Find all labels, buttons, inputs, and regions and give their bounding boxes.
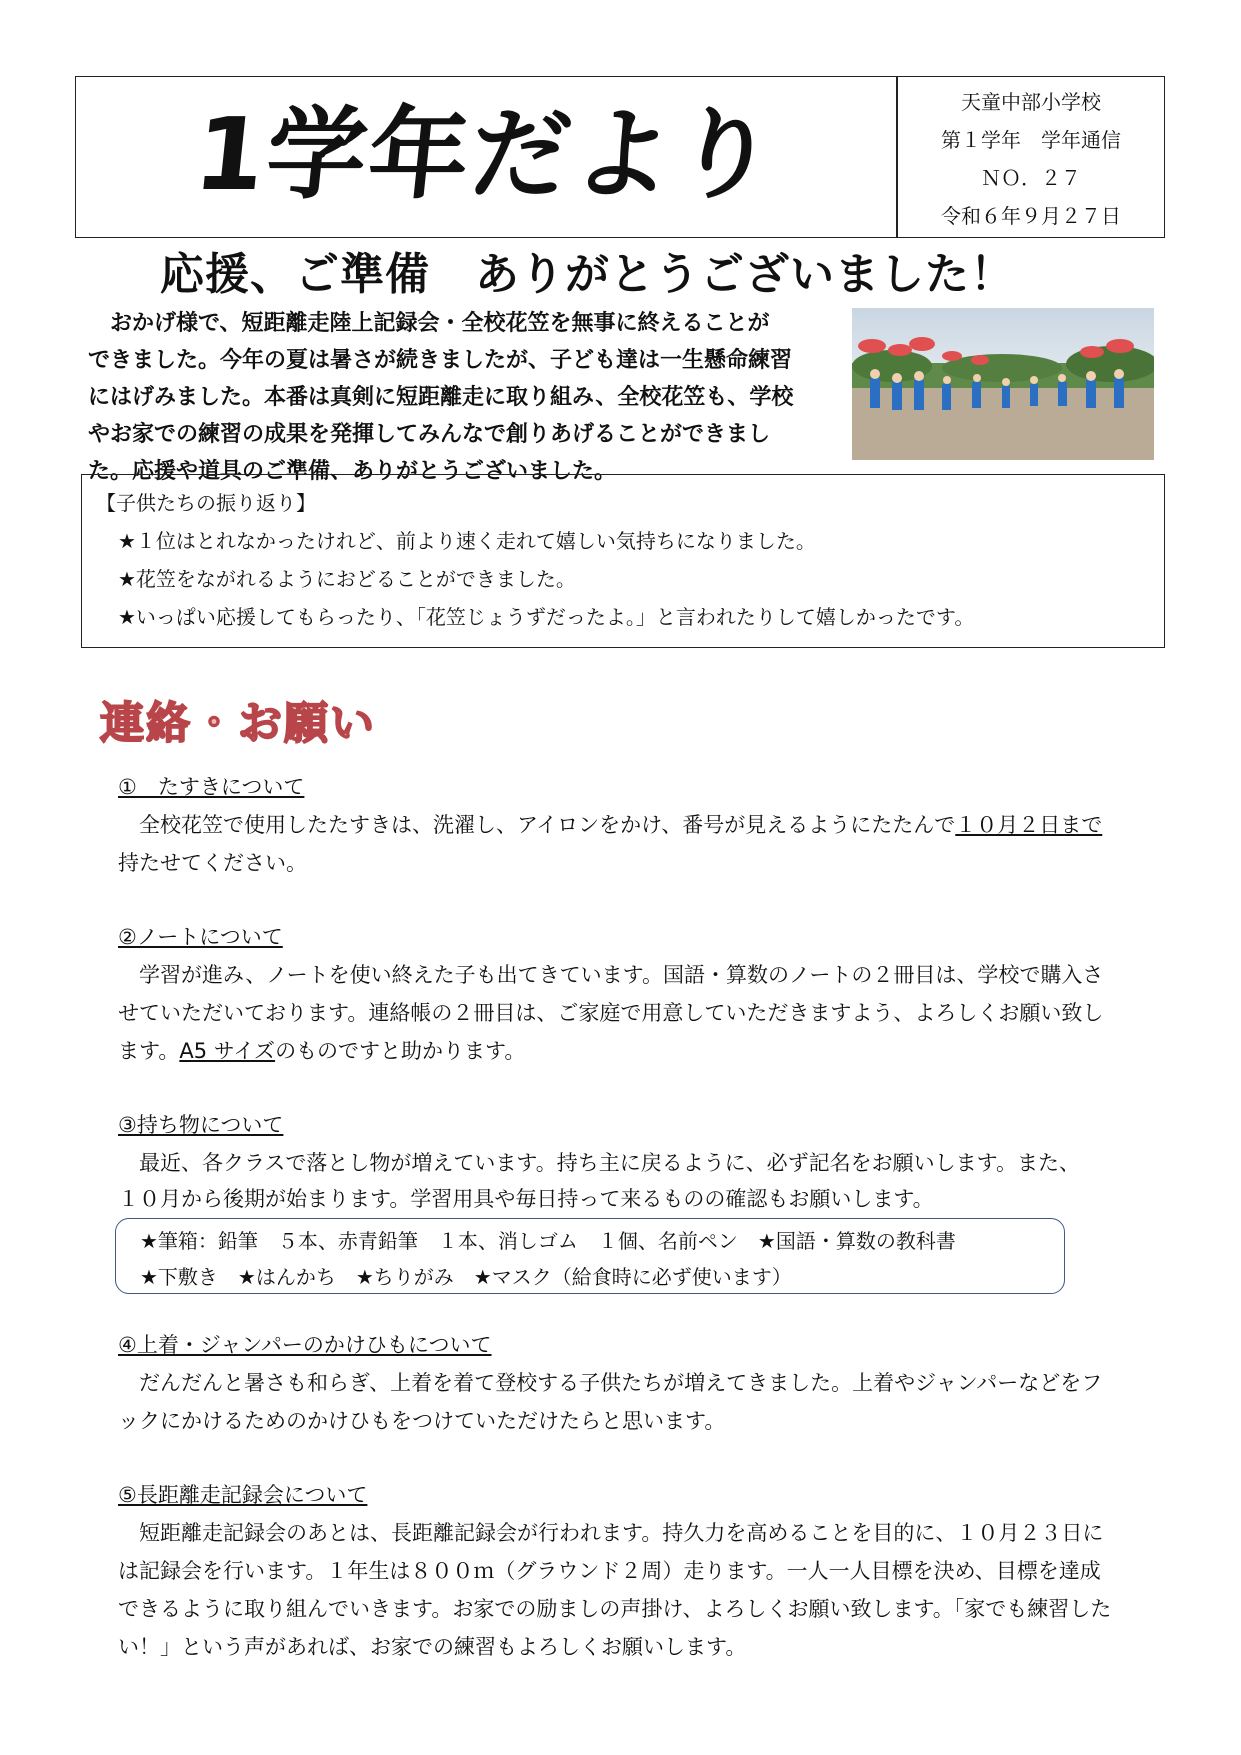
intro-line: できました。今年の夏は暑さが続きましたが、子ども達は一生懸命練習 <box>88 348 793 373</box>
s1-heading: ① たすきについて <box>118 775 305 799</box>
s3-line: 最近、各クラスで落とし物が増えています。持ち主に戻るように、必ず記名をお願いします。また、 <box>118 1151 1081 1175</box>
reflections-box <box>81 474 1165 648</box>
reflection-item: ★いっぱい応援してもらったり、「花笠じょうずだったよ。」と言われたりして嬉しかったです。 <box>118 605 975 629</box>
event-photo <box>852 308 1154 460</box>
intro-line: にはげみました。本番は真剣に短距離走に取り組み、全校花笠も、学校 <box>88 385 794 410</box>
s2-line: せていただいております。連絡帳の２冊目は、ご家庭で用意していただきますよう、よろしくお願い致し <box>118 1001 1104 1025</box>
reflection-item: ★１位はとれなかったけれど、前より速く走れて嬉しい気持ちになりました。 <box>118 529 816 553</box>
s1-text: 全校花笠で使用したたすきは、洗濯し、アイロンをかけ、番号が見えるようにたたんで <box>118 813 956 837</box>
s1-line: 持たせてください。 <box>118 851 307 875</box>
s1-line <box>118 810 1102 840</box>
intro-line: おかげ様で、短距離走陸上記録会・全校花笠を無事に終えることが <box>88 311 770 336</box>
reflection-item: ★花笠をながれるようにおどることができました。 <box>118 567 576 591</box>
s5-line: い！」という声があれば、お家での練習もよろしくお願いします。 <box>118 1635 747 1659</box>
s1-deadline: １０月２日まで <box>955 813 1103 837</box>
grade-label: 第１学年 学年通信 <box>941 128 1121 152</box>
dance-photo-image <box>852 308 1154 460</box>
s2-line: 学習が進み、ノートを使い終えた子も出てきています。国語・算数のノートの２冊目は、学校で購入さ <box>118 963 1104 987</box>
s3-heading: ③持ち物について <box>118 1113 284 1137</box>
s5-line: できるように取り組んでいきます。お家での励ましの声掛け、よろしくお願い致します。「家でも練習した <box>118 1597 1112 1621</box>
s3-line: １０月から後期が始まります。学習用具や毎日持って来るものの確認もお願いします。 <box>118 1187 934 1211</box>
headline: 応援、ご準備 ありがとうございました！ <box>160 249 1015 300</box>
reflections-heading: 【子供たちの振り返り】 <box>96 491 316 515</box>
school-name: 天童中部小学校 <box>961 90 1101 114</box>
s5-line: は記録会を行います。１年生は８００ｍ（グラウンド２周）走ります。一人一人目標を決め、目標を達成 <box>118 1559 1101 1583</box>
s2-heading: ②ノートについて <box>118 925 283 949</box>
newsletter-title: 1学年だより <box>189 96 783 213</box>
items-box <box>115 1218 1065 1294</box>
s4-line: ックにかけるためのかけひもをつけていただけたらと思います。 <box>118 1409 726 1433</box>
s4-line: だんだんと暑さも和らぎ、上着を着て登校する子供たちが増えてきました。上着やジャンパーなどをフ <box>118 1371 1103 1395</box>
s2-text: ます。 <box>118 1039 180 1063</box>
items-line: ★筆箱：鉛筆 ５本、赤青鉛筆 １本、消しゴム １個、名前ペン ★国語・算数の教科書 <box>140 1229 956 1253</box>
issue-number: ＮＯ．２７ <box>981 166 1081 190</box>
info-box <box>897 76 1165 238</box>
intro-line: やお家での練習の成果を発揮してみんなで創りあげることができまし <box>88 422 771 447</box>
s5-heading: ⑤長距離走記録会について <box>118 1483 368 1507</box>
intro-line: た。応援や道具のご準備、ありがとうございました。 <box>88 459 617 484</box>
intro-paragraph <box>88 305 836 490</box>
title-box <box>75 76 897 238</box>
s4-heading: ④上着・ジャンパーのかけひもについて <box>118 1333 492 1357</box>
s2-line <box>118 1036 525 1066</box>
s5-line: 短距離走記録会のあとは、長距離記録会が行われます。持久力を高めることを目的に、１０月２３日に <box>118 1521 1104 1545</box>
s2-size: A5 サイズ <box>179 1039 276 1063</box>
items-line: ★下敷き ★はんかち ★ちりがみ ★マスク（給食時に必ず使います） <box>140 1265 792 1289</box>
issue-date: 令和６年９月２７日 <box>941 204 1121 228</box>
s2-text: のものですと助かります。 <box>275 1039 526 1063</box>
section-title: 連絡・お願い <box>100 698 376 749</box>
